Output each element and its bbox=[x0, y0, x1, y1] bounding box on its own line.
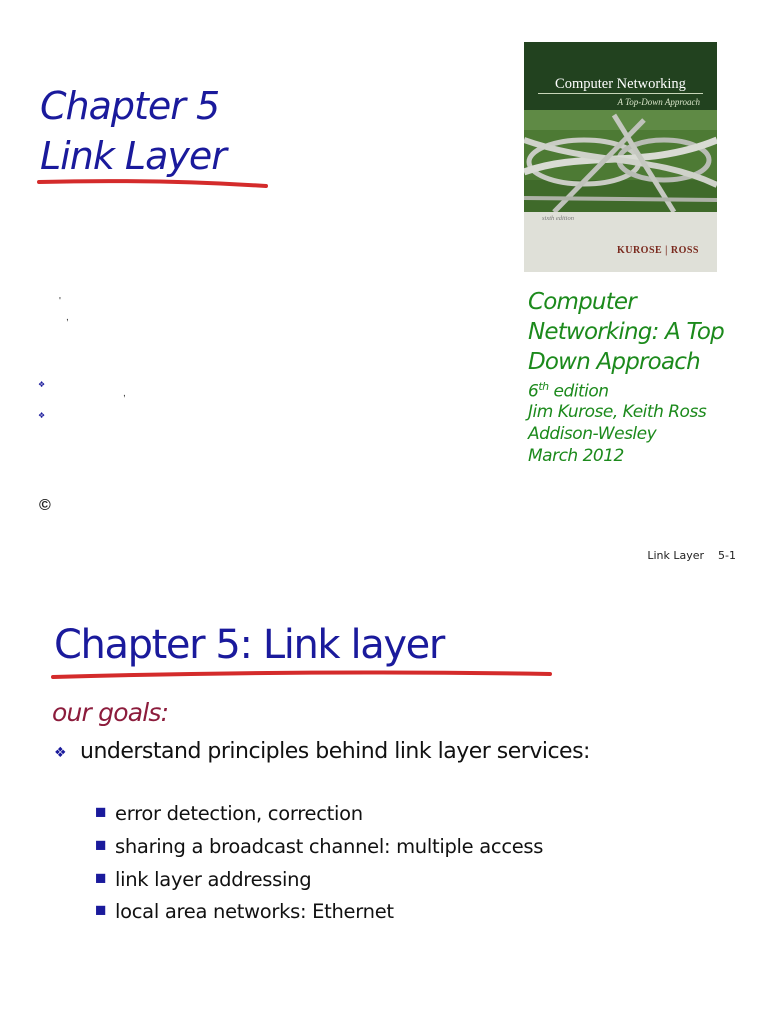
chapter-title: Chapter 5 bbox=[40, 84, 220, 128]
sub-item: link layer addressing bbox=[115, 868, 312, 891]
square-bullet-icon: ■ bbox=[95, 802, 107, 823]
square-bullet-icon: ■ bbox=[95, 835, 107, 856]
edition-word: edition bbox=[548, 381, 609, 402]
book-cover bbox=[524, 42, 717, 272]
title-underline bbox=[36, 172, 276, 194]
cover-title: Computer Networking bbox=[555, 76, 686, 92]
title-underline bbox=[50, 662, 560, 684]
slide-goals bbox=[0, 584, 768, 1024]
square-bullet-icon: ■ bbox=[95, 900, 107, 921]
square-bullet-icon: ■ bbox=[95, 868, 107, 889]
book-title-line2: Networking: A Top bbox=[528, 319, 724, 345]
footer-section: Link Layer bbox=[647, 549, 705, 562]
stray-mark: , bbox=[123, 388, 126, 399]
bullet-icon: ❖ bbox=[38, 411, 46, 420]
book-title-line1: Computer bbox=[528, 289, 636, 315]
book-title-line3: Down Approach bbox=[528, 349, 700, 375]
goal-bullet: understand principles behind link layer services: bbox=[80, 739, 590, 764]
slide-title: Chapter 5: Link layer bbox=[54, 622, 444, 668]
sub-item: error detection, correction bbox=[115, 802, 363, 825]
stray-mark: ' bbox=[59, 296, 61, 307]
footer-page-number: 5-1 bbox=[718, 549, 736, 562]
cover-interchange-image bbox=[524, 110, 717, 212]
stray-mark: , bbox=[66, 312, 69, 323]
cover-authors: KUROSE | ROSS bbox=[616, 245, 699, 256]
sub-item: local area networks: Ethernet bbox=[115, 900, 394, 923]
cover-edition: sixth edition bbox=[542, 215, 574, 222]
edition-number: 6 bbox=[528, 381, 539, 402]
copyright-mark: © bbox=[39, 497, 51, 514]
bullet-icon: ❖ bbox=[38, 380, 46, 389]
book-authors: Jim Kurose, Keith Ross bbox=[528, 402, 707, 422]
sub-item: sharing a broadcast channel: multiple access bbox=[115, 835, 544, 858]
chapter-subtitle: Link Layer bbox=[40, 134, 226, 178]
edition-suffix: th bbox=[538, 380, 549, 393]
section-subtitle: our goals: bbox=[52, 698, 169, 727]
cover-rule bbox=[538, 93, 703, 95]
cover-subtitle: A Top-Down Approach bbox=[617, 97, 700, 107]
slide-footer bbox=[647, 549, 736, 562]
bullet-icon: ❖ bbox=[54, 744, 67, 760]
book-edition bbox=[528, 380, 609, 402]
book-publisher: Addison-Wesley bbox=[528, 424, 657, 444]
book-date: March 2012 bbox=[528, 446, 624, 466]
